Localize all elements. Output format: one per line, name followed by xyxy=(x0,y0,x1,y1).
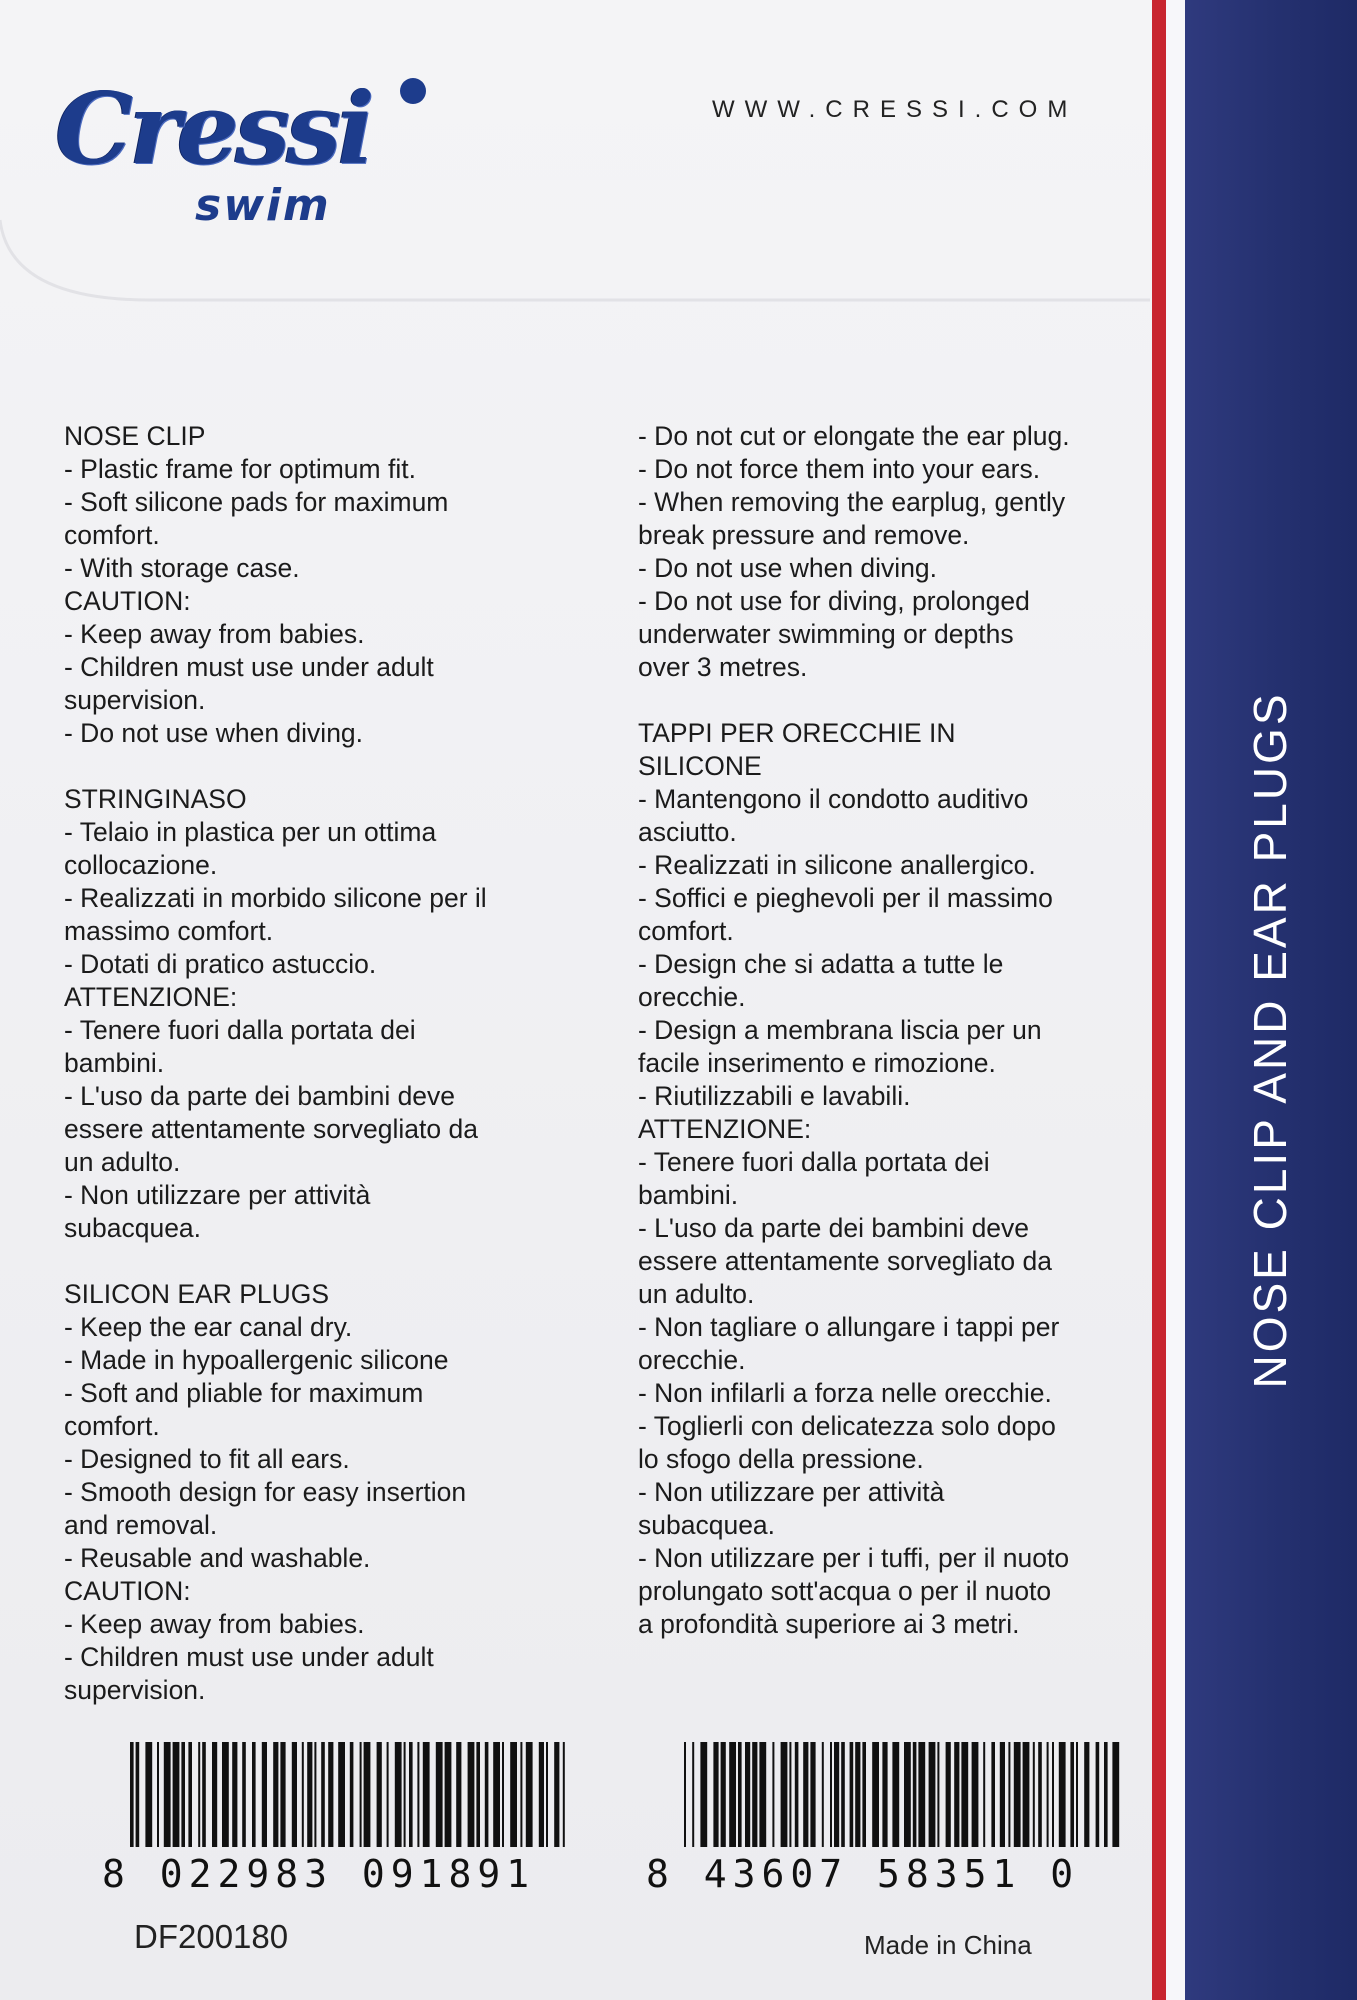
barcode-bar xyxy=(563,1742,565,1847)
text-line: essere attentamente sorvegliato da xyxy=(64,1114,478,1144)
barcode-bar xyxy=(929,1742,936,1847)
text-line: TAPPI PER ORECCHIE IN xyxy=(638,718,956,748)
barcode-bar xyxy=(409,1742,413,1847)
barcode-bar xyxy=(510,1742,517,1847)
barcode-bar xyxy=(136,1742,140,1847)
barcode-bar xyxy=(1096,1742,1100,1847)
barcode-bar xyxy=(360,1742,362,1847)
barcode-bar xyxy=(1059,1742,1066,1847)
barcode-bar xyxy=(1033,1742,1035,1847)
barcode-bar xyxy=(364,1742,371,1847)
barcode-bar xyxy=(872,1742,879,1847)
text-line: - Toglierli con delicatezza solo dopo xyxy=(638,1411,1056,1441)
barcode-bar xyxy=(1112,1742,1119,1847)
barcode-bar xyxy=(850,1742,854,1847)
text-line: - Do not use when diving. xyxy=(64,718,364,748)
barcode-bar xyxy=(822,1742,824,1847)
barcode-bar xyxy=(387,1742,389,1847)
text-line: supervision. xyxy=(64,685,206,715)
text-line: - L'uso da parte dei bambini deve xyxy=(64,1081,456,1111)
text-line: - Tenere fuori dalla portata dei xyxy=(638,1147,990,1177)
barcode-bar xyxy=(795,1742,799,1847)
text-line: - With storage case. xyxy=(64,553,300,583)
text-line: SILICON EAR PLUGS xyxy=(64,1279,330,1309)
barcode-bar xyxy=(830,1742,832,1847)
product-code: DF200180 xyxy=(134,1918,289,1955)
barcode-right xyxy=(684,1742,1124,1847)
barcode-bar xyxy=(1023,1742,1030,1847)
barcode-bar xyxy=(417,1742,419,1847)
barcode-bar xyxy=(913,1742,917,1847)
barcode-bar xyxy=(307,1742,312,1847)
barcode-bar xyxy=(377,1742,382,1847)
barcode-bar xyxy=(841,1742,845,1847)
barcode-bar xyxy=(280,1742,285,1847)
barcode-bar xyxy=(423,1742,430,1847)
barcode-bar xyxy=(810,1742,815,1847)
text-line: SILICONE xyxy=(638,751,762,781)
brand-logo xyxy=(55,72,435,232)
barcode-bar xyxy=(262,1742,267,1847)
barcode-bar xyxy=(476,1742,480,1847)
text-line: prolungato sott'acqua o per il nuoto xyxy=(638,1576,1052,1606)
made-in-label: Made in China xyxy=(864,1930,1032,1960)
barcode-bar xyxy=(684,1742,686,1847)
barcode-bar xyxy=(198,1742,200,1847)
text-line: - Tenere fuori dalla portata dei xyxy=(64,1015,416,1045)
barcode-bar xyxy=(713,1742,718,1847)
text-line: comfort. xyxy=(64,1411,160,1441)
red-stripe xyxy=(1152,0,1166,2000)
barcode-bar xyxy=(404,1742,406,1847)
barcode-bar xyxy=(292,1742,297,1847)
text-line: NOSE CLIP xyxy=(64,421,206,451)
barcode-bar xyxy=(918,1742,925,1847)
text-line: - When removing the earplug, gently xyxy=(638,487,1066,517)
barcode-bar xyxy=(1047,1742,1049,1847)
text-line: - Children must use under adult xyxy=(64,652,434,682)
text-line: - Soffici e pieghevoli per il massimo xyxy=(638,883,1053,913)
barcode-bar xyxy=(130,1742,134,1847)
barcode-bar xyxy=(904,1742,911,1847)
barcode-bar xyxy=(892,1742,899,1847)
barcode-bar xyxy=(1070,1742,1074,1847)
text-line: - Do not use when diving. xyxy=(638,553,938,583)
barcode-bar xyxy=(252,1742,256,1847)
barcode-bar xyxy=(961,1742,968,1847)
barcode-bar xyxy=(212,1742,217,1847)
text-line: lo sfogo della pressione. xyxy=(638,1444,924,1474)
barcode-bar xyxy=(350,1742,354,1847)
barcode-bar xyxy=(972,1742,979,1847)
text-line: - Design che si adatta a tutte le xyxy=(638,949,1004,979)
barcode-bar xyxy=(1052,1742,1054,1847)
text-line: subacquea. xyxy=(638,1510,776,1540)
text-line: bambini. xyxy=(638,1180,739,1210)
barcode-bar xyxy=(759,1742,766,1847)
barcode-bar xyxy=(436,1742,443,1847)
barcode-bar xyxy=(321,1742,325,1847)
paragraph-gap xyxy=(64,750,584,783)
barcode-bar xyxy=(1014,1742,1021,1847)
text-line: - Keep the ear canal dry. xyxy=(64,1312,353,1342)
text-line: - Mantengono il condotto auditivo xyxy=(638,784,1029,814)
text-line: - Non utilizzare per attività xyxy=(638,1477,945,1507)
barcode-bar xyxy=(745,1742,750,1847)
barcode-bar xyxy=(395,1742,402,1847)
barcode-bar xyxy=(164,1742,171,1847)
text-line: - Soft and pliable for maximum xyxy=(64,1378,424,1408)
text-line: comfort. xyxy=(638,916,734,946)
barcode-bar xyxy=(338,1742,345,1847)
text-line: ATTENZIONE: xyxy=(638,1114,812,1144)
text-line: over 3 metres. xyxy=(638,652,808,682)
text-line: - Designed to fit all ears. xyxy=(64,1444,350,1474)
text-line: - Keep away from babies. xyxy=(64,619,365,649)
barcode-bar xyxy=(946,1742,951,1847)
barcode-bar xyxy=(468,1742,475,1847)
barcode-bar xyxy=(445,1742,452,1847)
text-line: - Realizzati in silicone anallergico. xyxy=(638,850,1036,880)
barcode-left xyxy=(130,1742,570,1847)
white-stripe xyxy=(1166,0,1185,2000)
text-line: CAUTION: xyxy=(64,1576,191,1606)
barcode-bar xyxy=(1038,1742,1042,1847)
text-line: - Made in hypoallergenic silicone xyxy=(64,1345,449,1375)
barcode-bar xyxy=(242,1742,246,1847)
barcode-bar xyxy=(781,1742,788,1847)
barcode-bar xyxy=(1104,1742,1108,1847)
barcode-bar xyxy=(202,1742,206,1847)
text-line: comfort. xyxy=(64,520,160,550)
barcode-bar xyxy=(526,1742,533,1847)
barcode-bar xyxy=(302,1742,304,1847)
text-line: ATTENZIONE: xyxy=(64,982,238,1012)
barcode-bar xyxy=(729,1742,736,1847)
barcode-bar xyxy=(1008,1742,1010,1847)
text-line: facile inserimento e rimozione. xyxy=(638,1048,996,1078)
barcode-bar xyxy=(862,1742,866,1847)
barcode-bar xyxy=(752,1742,757,1847)
text-line: - Children must use under adult xyxy=(64,1642,434,1672)
website-url: WWW.CRESSI.COM xyxy=(712,96,1078,123)
barcode-bar xyxy=(991,1742,995,1847)
right-text-column xyxy=(638,420,1138,1641)
text-line: - Dotati di pratico astuccio. xyxy=(64,949,377,979)
barcode-bar xyxy=(232,1742,237,1847)
barcode-right-digits: 8 43607 58351 0 xyxy=(646,1852,1080,1896)
barcode-bar xyxy=(1000,1742,1005,1847)
text-line: - Non utilizzare per i tuffi, per il nuoto xyxy=(638,1543,1070,1573)
barcode-bar xyxy=(772,1742,774,1847)
barcode-bar xyxy=(493,1742,500,1847)
barcode-bar xyxy=(273,1742,278,1847)
barcode-bar xyxy=(834,1742,839,1847)
text-line: massimo comfort. xyxy=(64,916,274,946)
text-line: - Keep away from babies. xyxy=(64,1609,365,1639)
barcode-bar xyxy=(314,1742,316,1847)
text-line: - Soft silicone pads for maximum xyxy=(64,487,449,517)
barcode-bar xyxy=(546,1742,548,1847)
barcode-bar xyxy=(803,1742,808,1847)
barcode-bar xyxy=(456,1742,461,1847)
barcode-bar xyxy=(1084,1742,1089,1847)
barcode-bar xyxy=(692,1742,694,1847)
paragraph-gap xyxy=(638,684,1138,717)
paragraph-gap xyxy=(64,1245,584,1278)
text-line: - Non infilarli a forza nelle orecchie. xyxy=(638,1378,1052,1408)
text-line: orecchie. xyxy=(638,982,746,1012)
text-line: asciutto. xyxy=(638,817,737,847)
barcode-bar xyxy=(328,1742,333,1847)
barcode-bar xyxy=(983,1742,985,1847)
barcode-bar xyxy=(882,1742,887,1847)
barcode-bar xyxy=(181,1742,185,1847)
barcode-bar xyxy=(485,1742,489,1847)
barcode-bar xyxy=(855,1742,860,1847)
side-title: NOSE CLIP AND EAR PLUGS xyxy=(1244,691,1296,1389)
barcode-bar xyxy=(1076,1742,1078,1847)
text-line: - Non tagliare o allungare i tappi per xyxy=(638,1312,1060,1342)
barcode-bar xyxy=(554,1742,559,1847)
text-line: - Plastic frame for optimum fit. xyxy=(64,454,416,484)
text-line: - Design a membrana liscia per un xyxy=(638,1015,1042,1045)
barcode-bar xyxy=(721,1742,726,1847)
barcode-bar xyxy=(954,1742,959,1847)
text-line: - L'uso da parte dei bambini deve xyxy=(638,1213,1030,1243)
barcode-left-digits: 8 022983 091891 xyxy=(102,1852,536,1896)
barcode-bar xyxy=(937,1742,939,1847)
barcode-bar xyxy=(222,1742,229,1847)
logo-sub-text: swim xyxy=(195,180,331,231)
barcode-bar xyxy=(145,1742,152,1847)
text-line: - Do not cut or elongate the ear plug. xyxy=(638,421,1070,451)
text-line: supervision. xyxy=(64,1675,206,1705)
text-line: STRINGINASO xyxy=(64,784,247,814)
text-line: essere attentamente sorvegliato da xyxy=(638,1246,1052,1276)
text-line: - Non utilizzare per attività xyxy=(64,1180,371,1210)
text-line: - Smooth design for easy insertion xyxy=(64,1477,467,1507)
text-line: a profondità superiore ai 3 metri. xyxy=(638,1609,1020,1639)
text-line: un adulto. xyxy=(64,1147,181,1177)
barcode-bar xyxy=(157,1742,159,1847)
text-line: underwater swimming or depths xyxy=(638,619,1014,649)
barcode-bar xyxy=(738,1742,742,1847)
text-line: subacquea. xyxy=(64,1213,202,1243)
logo-main-text: Cressi xyxy=(55,72,371,187)
text-line: - Riutilizzabili e lavabili. xyxy=(638,1081,911,1111)
barcode-bar xyxy=(789,1742,791,1847)
text-line: bambini. xyxy=(64,1048,165,1078)
text-line: CAUTION: xyxy=(64,586,191,616)
barcode-bar xyxy=(520,1742,522,1847)
text-line: - Reusable and washable. xyxy=(64,1543,371,1573)
text-line: break pressure and remove. xyxy=(638,520,970,550)
barcode-bar xyxy=(173,1742,180,1847)
text-line: - Telaio in plastica per un ottima xyxy=(64,817,437,847)
left-text-column xyxy=(64,420,584,1707)
text-line: - Do not use for diving, prolonged xyxy=(638,586,1030,616)
text-line: - Do not force them into your ears. xyxy=(638,454,1041,484)
barcode-bar xyxy=(700,1742,707,1847)
text-line: - Realizzati in morbido silicone per il xyxy=(64,883,487,913)
barcode-bar xyxy=(188,1742,192,1847)
barcode-bar xyxy=(539,1742,544,1847)
text-line: collocazione. xyxy=(64,850,218,880)
text-line: and removal. xyxy=(64,1510,218,1540)
barcode-bar xyxy=(502,1742,504,1847)
text-line: orecchie. xyxy=(638,1345,746,1375)
logo-dot xyxy=(400,78,426,104)
text-line: un adulto. xyxy=(638,1279,755,1309)
